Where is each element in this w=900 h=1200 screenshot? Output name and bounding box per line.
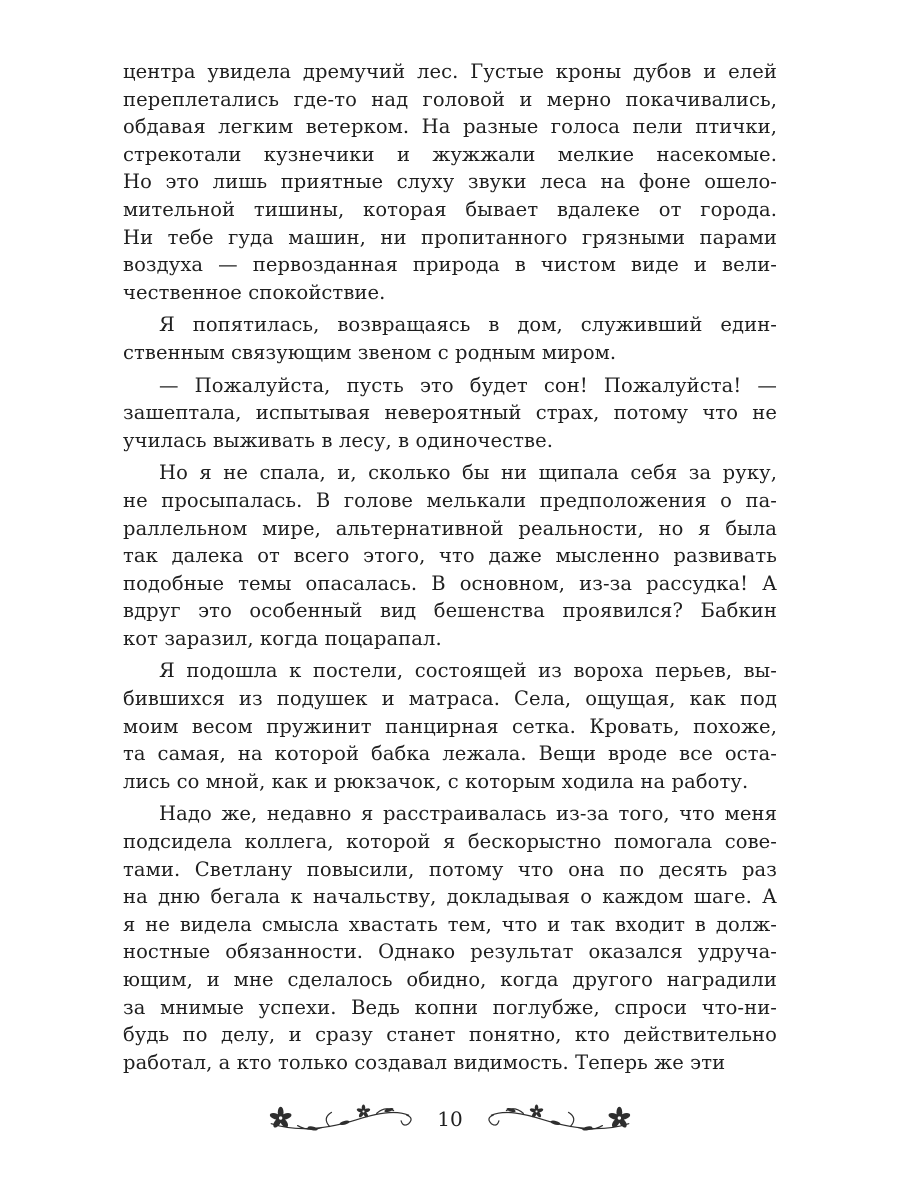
text-line: будь по делу, и сразу станет понятно, кто действительно xyxy=(123,1023,777,1047)
text-line: Я подошла к постели, состоящей из вороха перьев, вы- xyxy=(159,659,777,683)
text-line: лись со мной, как и рюкзачок, с которым ходила на работу. xyxy=(123,769,749,793)
text-line: подобные темы опасалась. В основном, из-за рассудка! А xyxy=(123,571,777,595)
text-line: переплетались где-то над головой и мерно покачивались, xyxy=(123,87,777,111)
text-line: вдруг это особенный вид бешенства проявился? Бабкин xyxy=(123,599,777,623)
text-line: стрекотали кузнечики и жужжали мелкие насекомые. xyxy=(123,142,777,166)
text-line: ющим, и мне сделалось обидно, когда другого наградили xyxy=(123,968,777,991)
text-line: так далека от всего этого, что даже мысленно развивать xyxy=(123,544,777,568)
text-line: Ни тебе гуда машин, ни пропитанного грязными парами xyxy=(123,225,777,249)
paragraph xyxy=(123,459,777,652)
paragraph xyxy=(123,58,777,306)
text-line: чественное спокойствие. xyxy=(123,280,386,304)
text-line: за мнимые успехи. Ведь копни поглубже, спроси что-ни- xyxy=(123,995,777,1019)
text-line: Но я не спала, и, сколько бы ни щипала себя за руку, xyxy=(159,461,777,485)
text-line: та самая, на которой бабка лежала. Вещи вроде все оста- xyxy=(123,742,777,766)
text-line: — Пожалуйста, пусть это будет сон! Пожалуйста! — xyxy=(159,373,777,397)
text-line: воздуха — первозданная природа в чистом виде и вели- xyxy=(123,253,777,277)
floral-flourish-icon xyxy=(263,1103,415,1135)
text-line: Надо же, недавно я расстраивалась из-за того, что меня xyxy=(159,802,777,826)
text-line: работал, а кто только создавал видимость. Теперь же эти xyxy=(123,1050,726,1074)
text-line: бившихся из подушек и матраса. Села, ощущая, как под xyxy=(123,687,777,711)
text-line: Я попятилась, возвращаясь в дом, служивший един- xyxy=(159,313,777,337)
text-line: подсидела коллега, которой я бескорыстно помогала сове- xyxy=(123,830,777,854)
text-line: обдавая легким ветерком. На разные голоса пели птички, xyxy=(123,115,777,139)
paragraph xyxy=(123,372,777,455)
text-line: кот заразил, когда поцарапал. xyxy=(123,626,442,650)
text-line: зашептала, испытывая невероятный страх, потому что не xyxy=(123,401,777,425)
paragraph xyxy=(123,311,777,366)
text-line: я не видела смысла хвастать тем, что и так входит в долж- xyxy=(123,912,777,936)
text-block xyxy=(123,58,777,1076)
page-number: 10 xyxy=(437,1107,463,1131)
text-line: ственным связующим звеном с родным миром. xyxy=(123,340,617,364)
text-line: раллельном мире, альтернативной реальности, но я была xyxy=(123,516,777,540)
text-line: Но это лишь приятные слуху звуки леса на фоне ошело- xyxy=(123,170,777,194)
paragraph xyxy=(123,800,777,1076)
text-line: центра увидела дремучий лес. Густые кроны дубов и елей xyxy=(123,60,777,83)
text-line: училась выживать в лесу, в одиночестве. xyxy=(123,428,554,452)
text-line: ностные обязанности. Однако результат оказался удруча- xyxy=(123,940,777,964)
floral-flourish-icon xyxy=(485,1103,637,1135)
text-line: моим весом пружинит панцирная сетка. Кровать, похоже, xyxy=(123,714,777,738)
page-footer xyxy=(0,1103,900,1135)
text-line: на дню бегала к начальству, докладывая о каждом шаге. А xyxy=(123,885,777,909)
text-line: тами. Светлану повысили, потому что она по десять раз xyxy=(123,857,777,881)
text-line: мительной тишины, которая бывает вдалеке от города. xyxy=(123,197,777,221)
text-line: не просыпалась. В голове мелькали предположения о па- xyxy=(123,488,777,512)
paragraph xyxy=(123,657,777,795)
